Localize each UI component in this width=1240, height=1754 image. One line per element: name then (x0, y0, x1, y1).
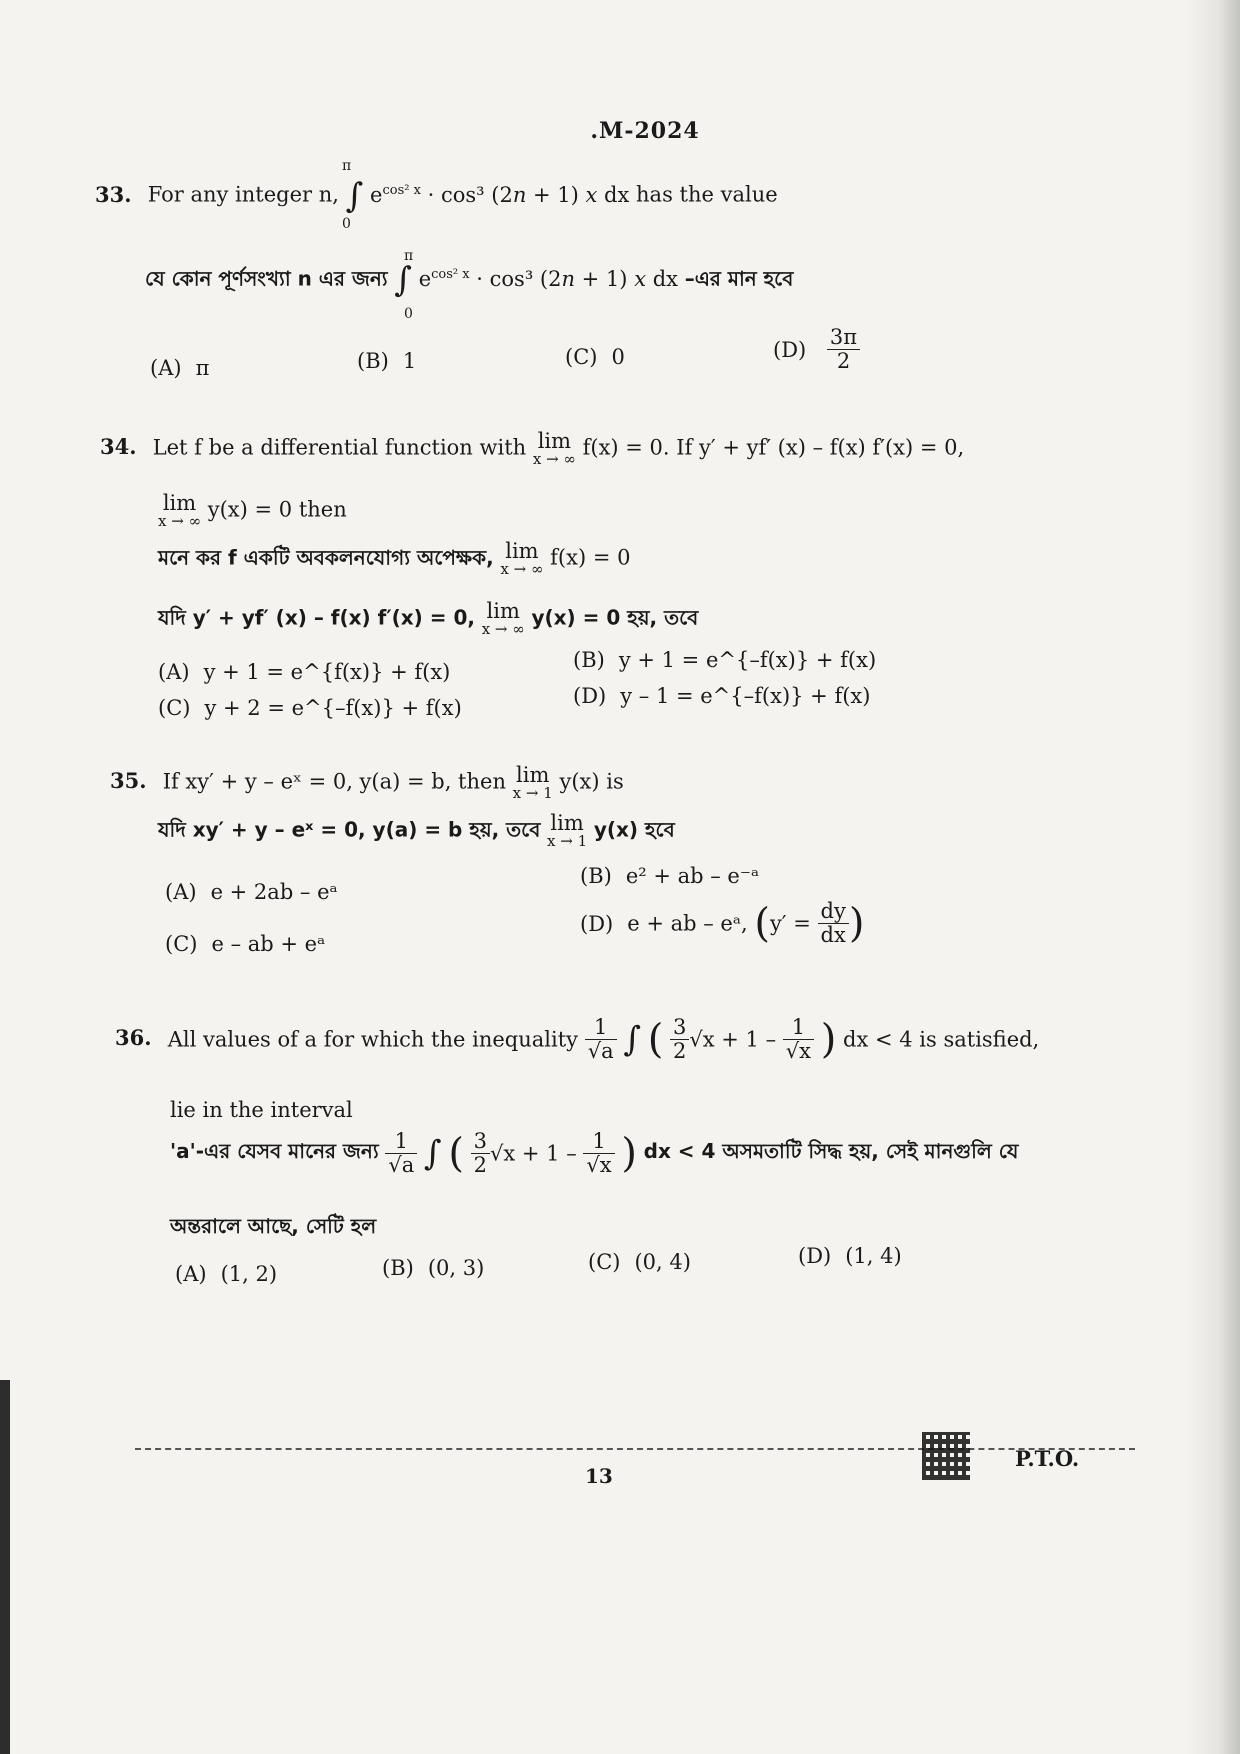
q33-option-c[interactable]: (C) 0 (565, 345, 625, 369)
question-36-bn-line2: অন্তরালে আছে, সেটি হল (170, 1214, 377, 1238)
question-number: 34. (100, 434, 137, 460)
question-34-en-line2: lim x → ∞ y(x) = 0 then (158, 491, 347, 531)
q33-option-b[interactable]: (B) 1 (357, 349, 417, 373)
page-number: 13 (585, 1464, 613, 1488)
footer-divider (135, 1448, 1135, 1450)
q33-bn-suffix: –এর মান হবে (684, 266, 794, 291)
q36-option-d[interactable]: (D) (1, 4) (798, 1244, 902, 1268)
integral-sign: ∫ (394, 260, 413, 300)
paper-code: .M-2024 (590, 118, 700, 144)
question-number: 35. (110, 768, 147, 794)
q34-option-b[interactable]: (B) y + 1 = e^{–f(x)} + f(x) (573, 648, 877, 672)
question-number: 36. (115, 1025, 152, 1051)
q33-bn-upper: π (404, 248, 414, 264)
q33-integrand: $e^{cos^2 x} \cdot \cos^3$ (2n + 1) x dx (370, 182, 630, 207)
question-34-bn-line2: যদি y′ + yf′ (x) – f(x) f′(x) = 0, lim x → ∞ y(x) = 0 হয়, তবে (158, 599, 699, 639)
q33-en-prefix: For any integer n, (147, 182, 339, 207)
page-edge-shadow (1185, 0, 1240, 1754)
q33-bn-integrand: $e^{cos^2 x} \cdot \cos^3$ (2n + 1) x dx (418, 266, 678, 291)
q33-bn-prefix: যে কোন পূর্ণসংখ্যা n এর জন্য (145, 266, 388, 291)
question-33-bn (145, 260, 793, 300)
pto-label: P.T.O. (1015, 1446, 1080, 1471)
q33-en-suffix: has the value (636, 182, 778, 207)
q36-option-b[interactable]: (B) (0, 3) (382, 1256, 485, 1280)
fraction: $\frac{3}{2}$ (670, 1016, 689, 1063)
fraction: $\frac{3}{2}$ (471, 1130, 490, 1177)
limit: lim x → ∞ (532, 429, 576, 469)
fraction: $\frac{3\pi}{2}$ (827, 326, 860, 373)
question-36-en-line2: lie in the interval (170, 1098, 353, 1122)
limit: lim x → ∞ (500, 539, 544, 579)
q34-option-d[interactable]: (D) y – 1 = e^{–f(x)} + f(x) (573, 684, 871, 708)
q33-lower-limit: 0 (342, 216, 351, 232)
exam-page (95, 0, 1195, 1754)
q35-option-a[interactable]: (A) e + 2ab – eᵃ (165, 880, 338, 904)
q36-option-a[interactable]: (A) (1, 2) (175, 1262, 278, 1286)
question-35-bn: যদি xy′ + y – eˣ = 0, y(a) = b হয়, তবে lim x → 1 y(x) হবে (158, 811, 675, 851)
limit: lim x → ∞ (481, 599, 525, 639)
fraction: $\frac{1}{√x}$ (583, 1130, 614, 1177)
q33-option-a[interactable]: (A) π (150, 356, 210, 380)
limit: lim x → 1 (512, 763, 553, 803)
question-34-en-line1: 34. Let f be a differential function with lim x → ∞ f(x) = 0. If y′ + yf′ (x) – f(x) f′(x) = 0, (100, 429, 965, 469)
q33-bn-lower: 0 (404, 306, 413, 322)
fraction: $\frac{1}{√a}$ (385, 1130, 417, 1177)
integral-sign: ∫ (423, 1133, 442, 1174)
q33-upper-limit: π (342, 158, 352, 174)
question-36-en-line1: 36. All values of a for which the inequality $\frac{1}{√a}$ ∫ ( $\frac{3}{2}$ √x + 1 – $\frac{1}{√x}$ ) dx < 4 is satisfied, (115, 1015, 1040, 1064)
q35-option-b[interactable]: (B) e² + ab – e⁻ᵃ (580, 864, 760, 888)
limit: lim x → 1 (547, 811, 588, 851)
scan-edge-bar (0, 1380, 10, 1754)
limit: lim x → ∞ (158, 491, 202, 531)
fraction: $\frac{1}{√a}$ (585, 1016, 617, 1063)
q35-option-c[interactable]: (C) e – ab + eᵃ (165, 932, 326, 956)
dy-dx-fraction: $\frac{dy}{dx}$ (818, 900, 849, 947)
question-35-en: 35. If xy′ + y – eˣ = 0, y(a) = b, then lim x → 1 y(x) is (110, 763, 624, 803)
q36-option-c[interactable]: (C) (0, 4) (588, 1250, 691, 1274)
q33-option-d[interactable]: (D) $\frac{3\pi}{2}$ (773, 326, 860, 373)
question-34-bn-line1: মনে কর f একটি অবকলনযোগ্য অপেক্ষক, lim x → ∞ f(x) = 0 (158, 539, 631, 579)
q34-option-a[interactable]: (A) y + 1 = e^{f(x)} + f(x) (158, 660, 451, 684)
q35-option-d[interactable]: (D) e + ab – eᵃ, (y′ = $\frac{dy}{dx}$ ) (580, 899, 865, 948)
integral-sign: ∫ (623, 1019, 642, 1060)
integral-sign: ∫ (345, 176, 364, 216)
question-33-en (95, 176, 778, 216)
qr-code-icon (922, 1432, 970, 1480)
question-number: 33. (95, 181, 132, 207)
fraction: $\frac{1}{√x}$ (783, 1016, 814, 1063)
q34-option-c[interactable]: (C) y + 2 = e^{–f(x)} + f(x) (158, 696, 462, 720)
question-36-bn-line1: 'a'-এর যেসব মানের জন্য $\frac{1}{√a}$ ∫ ( $\frac{3}{2}$ √x + 1 – $\frac{1}{√x}$ ) dx < 4 অসমতাটি সিদ্ধ হয়, সেই মানগুলি যে (170, 1129, 1019, 1178)
